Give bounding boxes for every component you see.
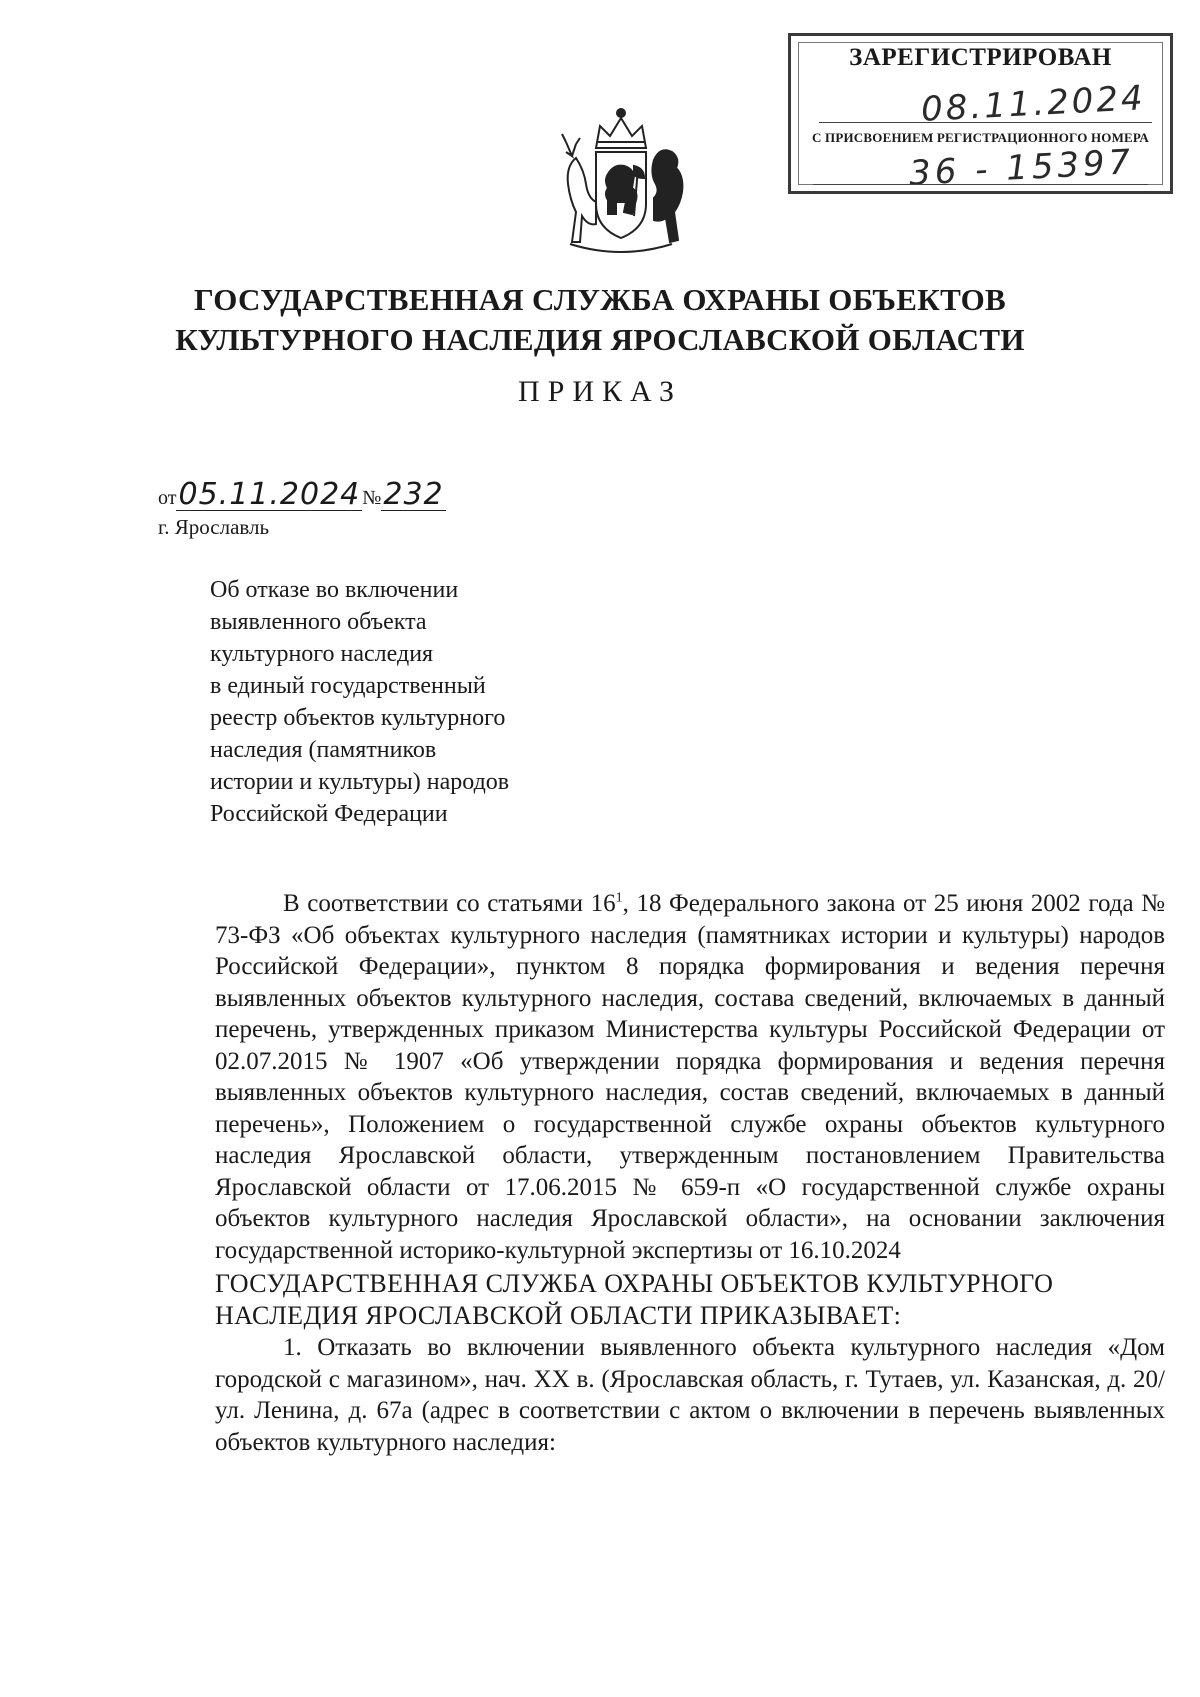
stamp-divider xyxy=(819,122,1152,123)
coat-of-arms-icon xyxy=(550,104,692,256)
organization-title-line-1: ГОСУДАРСТВЕННАЯ СЛУЖБА ОХРАНЫ ОБЪЕКТОВ xyxy=(193,282,1007,317)
stamp-title: ЗАРЕГИСТРИРОВАН xyxy=(849,44,1112,71)
document-body xyxy=(215,888,1165,1458)
stamp-subtitle: С ПРИСВОЕНИЕМ РЕГИСТРАЦИОННОГО НОМЕРА xyxy=(812,130,1149,145)
preamble-paragraph xyxy=(215,888,1165,1266)
subject-line: наследия (памятников xyxy=(210,737,437,763)
subject-line: в единый государственный xyxy=(210,673,486,699)
date-prefix: от xyxy=(158,487,177,509)
preamble-text-rest: , 18 Федерального закона от 25 июня 2002 года № 73-ФЗ «Об объектах культурного наследия (памятниках истории и культуры) народов Российской Федерации», пунктом 8 порядка формирования и ведения перечня выявленных объектов культурного наследия, состава сведений, включаемых в данный перечень, утвержденных приказом Министерства культуры Российской Федерации от 02.07.2015 № 1907 «Об утверждении порядка формирования и ведения перечня выявленных объектов культурного наследия, состав сведений, включаемых в данный перечень», Положением о государственной службе охраны объектов культурного наследия Ярославской области, утвержденным постановлением Правительства Ярославской области от 17.06.2015 № 659-п «О государственной службе охраны объектов культурного наследия Ярославской области», на основании заключения государственной историко-культурной экспертизы от 16.10.2024 xyxy=(215,890,1165,1264)
document-type: ПРИКАЗ xyxy=(518,375,682,408)
subject-line: Российской Федерации xyxy=(210,801,448,827)
subject-line: реестр объектов культурного xyxy=(210,705,506,731)
article-superscript: 1 xyxy=(615,890,623,906)
city: г. Ярославль xyxy=(158,515,270,539)
stamp-handwritten-date: 08.11.2024 xyxy=(920,78,1147,130)
registration-stamp xyxy=(788,33,1173,194)
orders-heading xyxy=(215,1268,1165,1332)
order-item-1: 1. Отказать во включении выявленного объекта культурного наследия «Дом городской с магазином», нач. XX в. (Ярославская область, г. Тутаев, ул. Казанская, д. 20/ ул. Ленина, д. 67а (адрес в соответствии с актом о включении в перечень выявленных объектов культурного наследия: xyxy=(215,1334,1165,1456)
organization-title-line-2: КУЛЬТУРНОГО НАСЛЕДИЯ ЯРОСЛАВСКОЙ ОБЛАСТИ xyxy=(175,322,1025,357)
document-meta xyxy=(158,477,446,540)
organization-title xyxy=(150,280,1050,360)
subject-line: культурного наследия xyxy=(210,641,434,667)
orders-heading-line-2: НАСЛЕДИЯ ЯРОСЛАВСКОЙ ОБЛАСТИ ПРИКАЗЫВАЕТ: xyxy=(215,1301,902,1330)
date-number-row xyxy=(158,477,446,512)
stamp-handwritten-number: 36 - 15397 xyxy=(908,142,1136,194)
stamp-number-underline xyxy=(813,184,1148,185)
subject-line: выявленного объекта xyxy=(210,609,427,635)
number-prefix: № xyxy=(362,487,382,509)
handwritten-number: 232 xyxy=(383,477,444,512)
handwritten-date: 05.11.2024 xyxy=(178,477,361,512)
subject-line: Об отказе во включении xyxy=(210,577,459,603)
orders-heading-line-1: ГОСУДАРСТВЕННАЯ СЛУЖБА ОХРАНЫ ОБЪЕКТОВ КУЛЬТУРНОГО xyxy=(215,1269,1054,1298)
preamble-text-start: В соответствии со статьями 16 xyxy=(283,890,616,917)
subject-block xyxy=(210,574,630,830)
subject-line: истории и культуры) народов xyxy=(210,769,510,795)
